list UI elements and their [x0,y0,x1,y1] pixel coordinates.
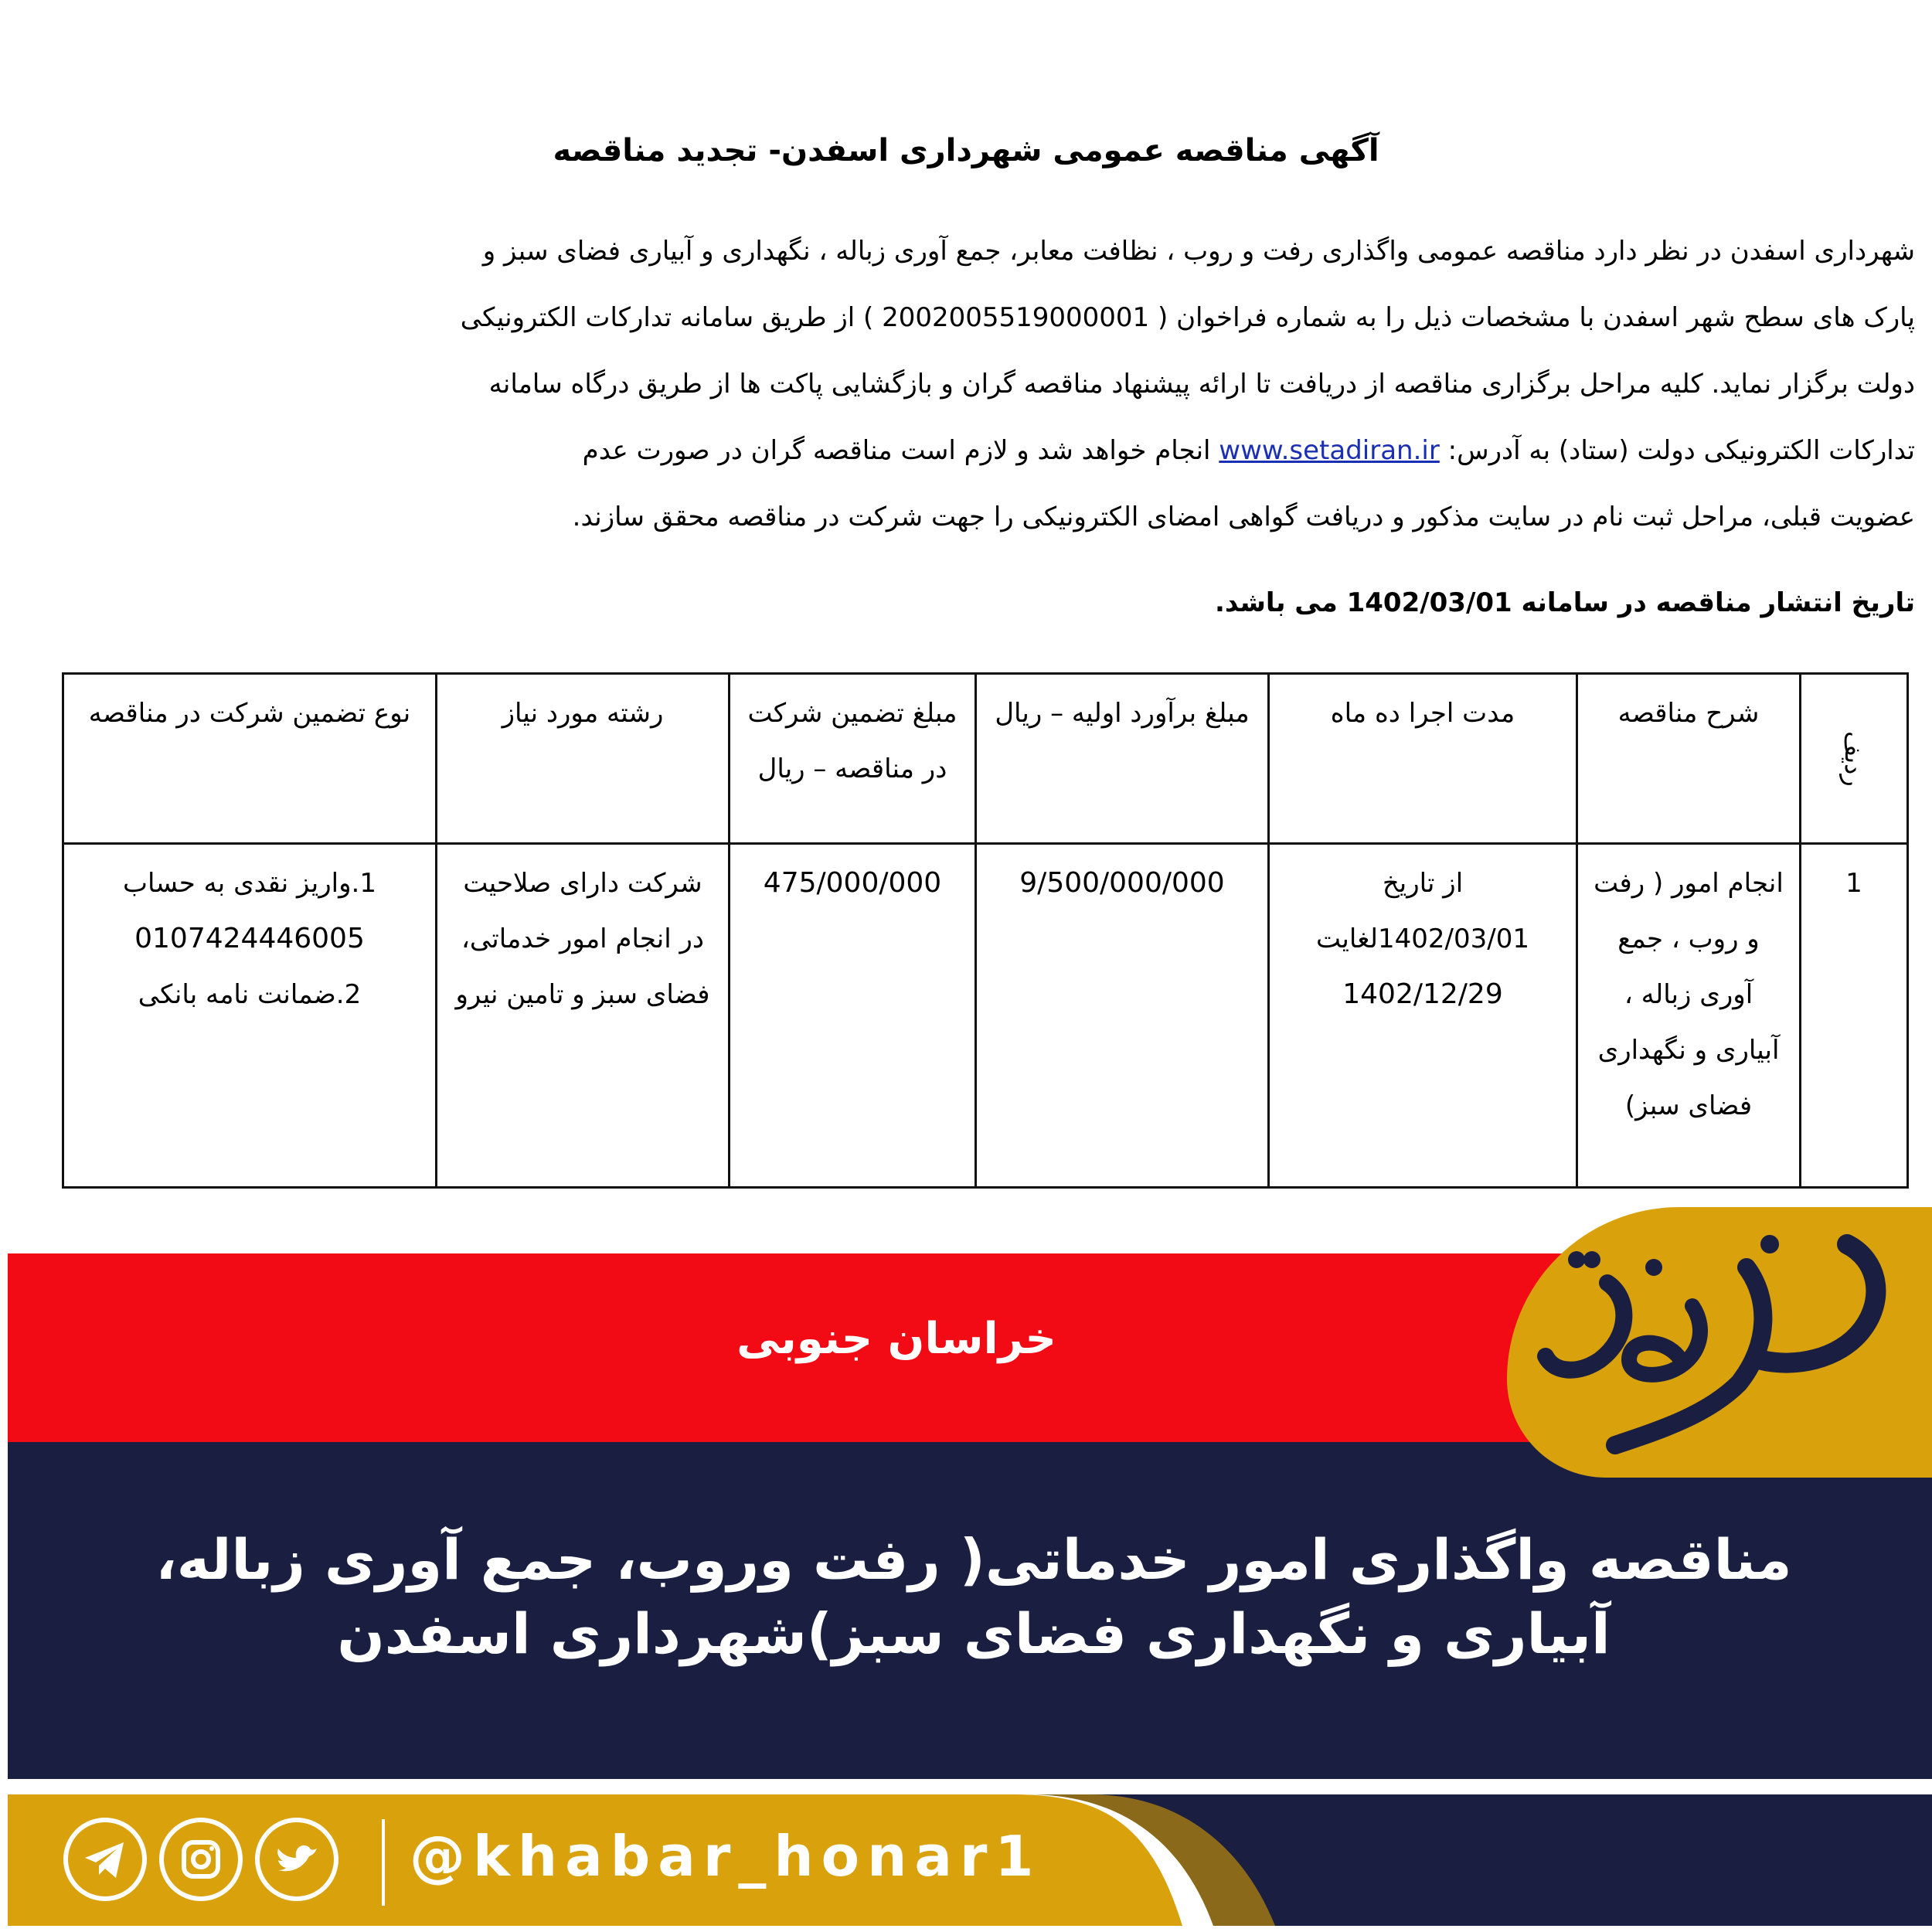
body-line-4-end: انجام خواهد شد و لازم است مناقصه گران در صورت عدم [582,435,1219,466]
cell-guarantee-amount [730,844,976,1188]
body-line-4 [45,417,1915,484]
guarantee-type-line-1: 1.واریز نقدی به حساب [123,868,376,899]
cell-description: انجام امور ( رفت و روب ، جمع آوری زباله ، آبیاری و نگهداری فضای سبز) [1577,844,1801,1188]
cell-duration [1269,844,1577,1188]
table-header-row [63,674,1908,844]
body-line-3: دولت برگزار نماید. کلیه مراحل برگزاری مناقصه از دریافت تا ارائه پیشنهاد مناقصه گران و بازگشایی پاکت ها از طریق درگاه سامانه [488,369,1915,400]
telegram-button[interactable] [63,1818,147,1901]
guarantee-type-line-3: 2.ضمانت نامه بانکی [138,979,362,1010]
duration-line-3: 1402/12/29 [1342,978,1503,1010]
header-duration: مدت اجرا ده ماه [1269,674,1577,844]
twitter-icon [260,1822,334,1896]
twitter-button[interactable] [255,1818,338,1901]
header-description: شرح مناقصه [1577,674,1801,844]
headline-line-1: مناقصه واگذاری امور خدماتی( رفت وروب، جمع آوری زباله، [155,1527,1792,1592]
cell-guarantee-type [63,844,437,1188]
instagram-button[interactable] [159,1818,243,1901]
header-estimate: مبلغ برآورد اولیه – ریال [976,674,1269,844]
guarantee-type-line-2: 0107424446005 [134,923,365,954]
body-line-4-start: تدارکات الکترونیکی دولت (ستاد) به آدرس: [1439,435,1915,466]
setadiran-link[interactable]: www.setadiran.ir [1219,435,1440,466]
guarantee-amount-value: 475/000/000 [763,867,942,899]
document-body [45,218,1915,550]
duration-line-1: از تاریخ [1382,868,1464,899]
footer-divider [382,1819,385,1906]
headline [46,1522,1901,1671]
cell-row-number: 1 [1801,844,1908,1188]
body-line-1: شهرداری اسفدن در نظر دارد مناقصه عمومی واگذاری رفت و روب ، نظافت معابر، جمع آوری زباله ، نگهداری و آبیاری فضای سبز و [482,236,1915,267]
body-line-2: پارک های سطح شهر اسفدن با مشخصات ذیل را به شماره فراخوان ( 2002005519000001 ) از طریق سامانه تدارکات الکترونیکی [460,302,1915,333]
header-row-number: ردیف [1801,674,1908,844]
header-guarantee-amount: مبلغ تضمین شرکت در مناقصه – ریال [730,674,976,844]
document-title: آگهی مناقصه عمومی شهرداری اسفدن- تجدید مناقصه [553,133,1379,168]
instagram-icon [164,1822,238,1896]
headline-line-2: آبیاری و نگهداری فضای سبز)شهرداری اسفدن [337,1601,1611,1666]
body-line-5: عضویت قبلی، مراحل ثبت نام در سایت مذکور و دریافت گواهی امضای الکترونیکی را جهت شرکت در مناقصه محقق سازند. [572,502,1915,532]
publish-date-text: تاریخ انتشار مناقصه در سامانه 1402/03/01 می باشد. [1214,587,1915,618]
cell-field: شرکت دارای صلاحیت در انجام امور خدماتی، فضای سبز و تامین نیرو [437,844,730,1188]
province-label: خراسان جنوبی [736,1314,1056,1364]
duration-line-2: 1402/03/01لغایت [1316,923,1529,954]
header-guarantee-type: نوع تضمین شرکت در مناقصه [63,674,437,844]
telegram-icon [68,1822,142,1896]
header-field: رشته مورد نیاز [437,674,730,844]
social-handle[interactable]: @khabar_honar1 [410,1824,1042,1889]
khabar-honar-logo [1515,1213,1932,1468]
table-row [63,844,1908,1188]
cell-estimate [976,844,1269,1188]
estimate-value: 9/500/000/000 [1019,867,1225,899]
tender-table [62,672,1909,1189]
